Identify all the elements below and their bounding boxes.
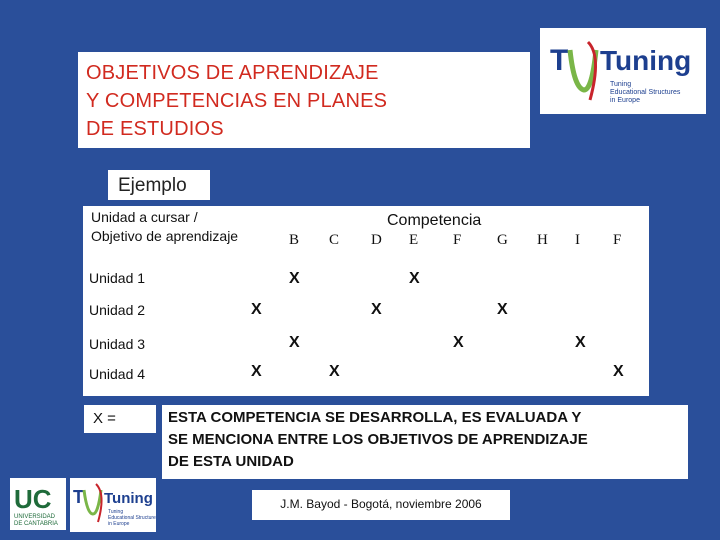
row-label: Unidad 3 — [89, 336, 146, 352]
footer-credit: J.M. Bayod - Bogotá, noviembre 2006 — [280, 497, 482, 511]
competency-mark: X — [251, 301, 262, 318]
svg-text:Tuning: Tuning — [108, 509, 124, 515]
svg-text:T: T — [73, 487, 84, 507]
title-box — [78, 52, 530, 148]
column-header: F — [453, 232, 462, 248]
competencia-label: Competencia — [387, 212, 482, 229]
tuning-logo-bottom-icon — [70, 478, 156, 532]
column-header: G — [497, 232, 508, 248]
competency-mark: X — [289, 270, 300, 287]
tuning-logo-mark-icon — [540, 28, 706, 114]
svg-text:in Europe: in Europe — [610, 97, 640, 104]
column-header: H — [537, 232, 548, 248]
svg-text:T: T — [550, 44, 569, 77]
svg-text:UNIVERSIDAD: UNIVERSIDAD — [14, 514, 56, 520]
competency-mark: X — [575, 334, 586, 351]
svg-text:Tuning: Tuning — [104, 490, 153, 507]
x-equals-box — [84, 405, 156, 433]
competency-mark: X — [613, 363, 624, 380]
ejemplo-label: Ejemplo — [118, 175, 187, 196]
column-header: I — [575, 232, 580, 248]
column-header: C — [329, 232, 340, 248]
uc-logo — [10, 478, 66, 530]
svg-text:in Europe: in Europe — [108, 521, 130, 527]
description-line-2: SE MENCIONA ENTRE LOS OBJETIVOS DE APRENDIZAJE — [168, 431, 588, 448]
competency-mark: X — [371, 301, 382, 318]
column-header: D — [371, 232, 382, 248]
svg-text:Educational Structures: Educational Structures — [610, 89, 681, 96]
tuning-logo-bottom — [70, 478, 156, 532]
column-header: B — [289, 232, 300, 248]
title-line-2: Y COMPETENCIAS EN PLANES — [86, 90, 388, 112]
competency-table — [83, 206, 649, 396]
footer-box — [252, 490, 510, 520]
competency-mark: X — [251, 363, 262, 380]
competency-mark: X — [497, 301, 508, 318]
row-header-line-2: Objetivo de aprendizaje — [91, 228, 239, 244]
row-label: Unidad 2 — [89, 302, 146, 318]
svg-text:Educational Structures: Educational Structures — [108, 515, 156, 521]
competency-mark: X — [409, 270, 420, 287]
description-line-1: ESTA COMPETENCIA SE DESARROLLA, ES EVALUADA Y — [168, 409, 582, 426]
svg-text:UC: UC — [14, 484, 52, 514]
svg-text:DE CANTABRIA: DE CANTABRIA — [14, 521, 58, 527]
tuning-logo — [540, 28, 706, 114]
competency-mark: X — [329, 363, 340, 380]
competency-mark: X — [453, 334, 464, 351]
uc-logo-icon — [10, 478, 66, 530]
title-line-1: OBJETIVOS DE APRENDIZAJE — [86, 62, 379, 84]
description-line-3: DE ESTA UNIDAD — [168, 453, 294, 470]
ejemplo-box — [108, 170, 210, 200]
title-line-3: DE ESTUDIOS — [86, 118, 224, 140]
svg-text:Tuning: Tuning — [610, 81, 632, 88]
description-box — [162, 405, 688, 479]
competency-mark: X — [289, 334, 300, 351]
row-label: Unidad 1 — [89, 270, 146, 286]
svg-text:Tuning: Tuning — [600, 45, 692, 76]
x-equals-label: X = — [93, 410, 116, 427]
row-header-line-1: Unidad a cursar / — [91, 209, 198, 225]
column-header: F — [613, 232, 622, 248]
row-label: Unidad 4 — [89, 366, 146, 382]
column-header: E — [409, 232, 419, 248]
